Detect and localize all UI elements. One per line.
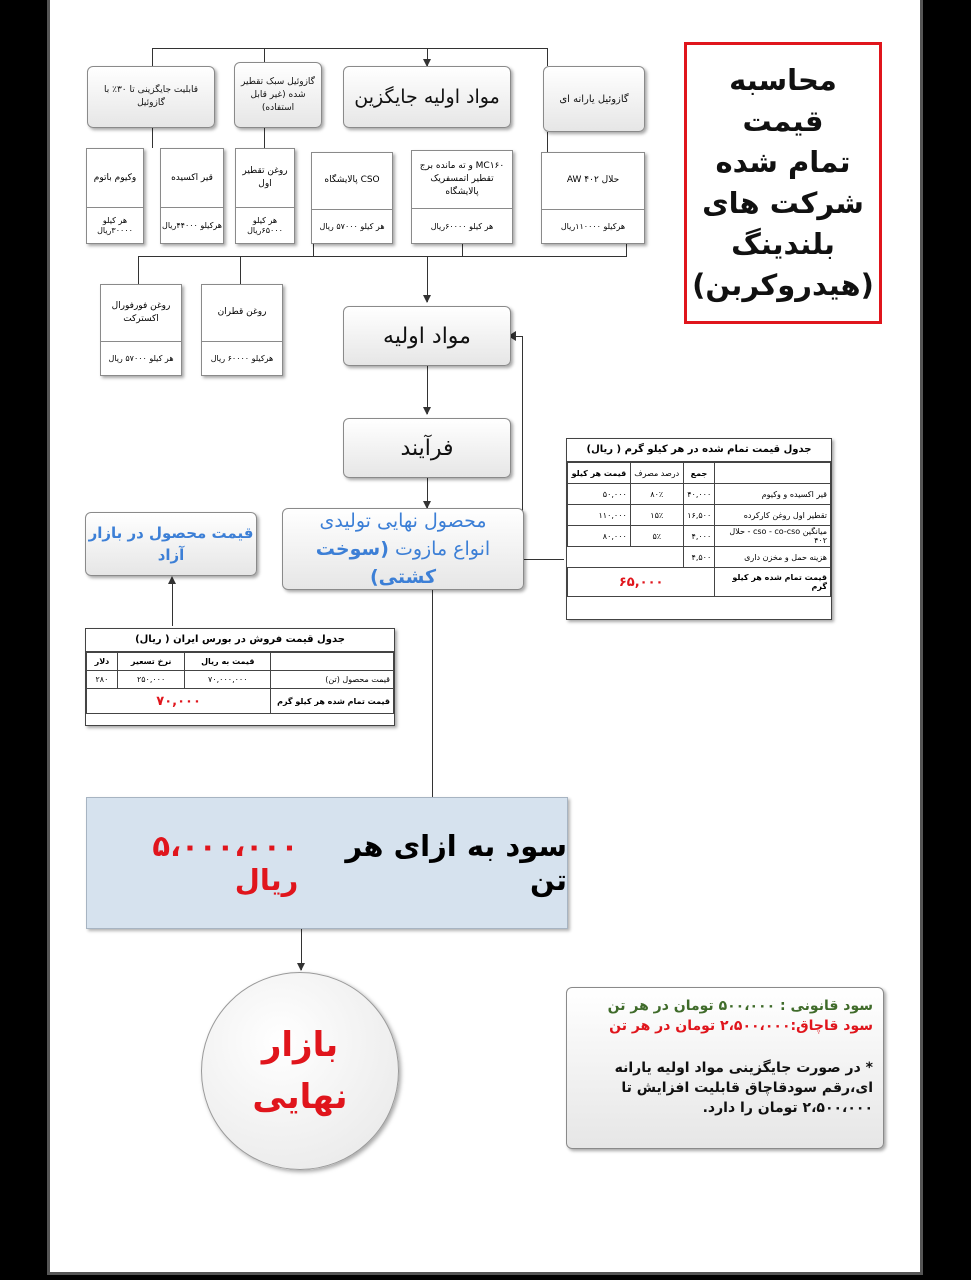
box-label: مواد اولیه bbox=[383, 323, 471, 349]
price-box-name: CSO پالایشگاه bbox=[312, 153, 392, 210]
title-line: تمام شده bbox=[715, 145, 851, 179]
table-row: قیمت به ریال نرخ تسعیر دلار bbox=[87, 653, 394, 671]
box-subsidized-gasoil bbox=[543, 66, 645, 132]
profit-note bbox=[566, 987, 884, 1149]
price-box-vacuum-bottom bbox=[86, 148, 144, 244]
price-box-first-distillation bbox=[235, 148, 295, 244]
cost-table-caption: جدول قیمت تمام شده در هر کیلو گرم ( ریال) bbox=[567, 439, 831, 462]
price-box-name: روغن تقطیر اول bbox=[236, 149, 294, 208]
legal-profit: سود قانونی : ۵۰۰،۰۰۰ تومان در هر تن bbox=[607, 998, 873, 1014]
price-box-price: هرکیلو ۱۱۰۰۰۰ریال bbox=[560, 221, 626, 231]
free-market-box bbox=[85, 512, 257, 576]
price-box-price: هر کیلو ۳۰۰۰۰ریال bbox=[97, 216, 133, 236]
process-box bbox=[343, 418, 511, 478]
final-product-fuel: (سوخت کشتی) bbox=[315, 538, 437, 588]
box-gasoil-substitute bbox=[87, 66, 215, 128]
top-connector bbox=[152, 48, 547, 49]
table-row: قیمت تمام شده هر کیلو گرم ۷۰,۰۰۰ bbox=[87, 689, 394, 714]
diagram-title bbox=[684, 42, 882, 324]
sale-table-caption: جدول قیمت فروش در بورس ایران ( ریال) bbox=[86, 629, 394, 652]
price-box-name: قیر اکسیده bbox=[161, 149, 223, 208]
price-box-name: روغن فورفورال اکسترکت bbox=[101, 285, 181, 342]
profit-text: سود به ازای هر تن bbox=[345, 829, 567, 897]
box-label: گازوئیل یارانه ای bbox=[559, 93, 629, 105]
price-box-name: حلال AW ۴۰۲ bbox=[542, 153, 644, 210]
final-market-line2: نهایی bbox=[252, 1077, 348, 1117]
note-body: در صورت جایگزینی مواد اولیه یارانه ای،رقم سودقاچاق قابلیت افزایش تا ۲،۵۰۰،۰۰۰ تومان را دارد. bbox=[614, 1060, 873, 1116]
price-box-oxidized-bitumen bbox=[160, 148, 224, 244]
price-box-price: هر کیلو ۵۷۰۰۰ ریال bbox=[319, 221, 385, 231]
price-box-aw402 bbox=[541, 152, 645, 244]
table-row: قیمت محصول (تن) ۷۰,۰۰۰,۰۰۰ ۲۵۰,۰۰۰ ۲۸۰ bbox=[87, 671, 394, 689]
cost-total: ۶۵,۰۰۰ bbox=[568, 568, 715, 597]
final-product-type: انواع مازوت bbox=[394, 538, 491, 560]
final-product-line1: محصول نهایی تولیدی bbox=[319, 510, 487, 532]
raw-materials-box bbox=[343, 306, 511, 366]
title-line: محاسبه قیمت bbox=[729, 63, 837, 138]
mid-connector bbox=[138, 256, 626, 257]
price-box-mc160 bbox=[411, 150, 513, 244]
title-line: شرکت های bbox=[702, 186, 864, 220]
box-light-gasoil bbox=[234, 62, 322, 128]
sale-total: ۷۰,۰۰۰ bbox=[87, 689, 271, 714]
price-box-price: هر کیلو ۶۰۰۰۰ریال bbox=[430, 221, 494, 231]
price-box-name: وکیوم باتوم bbox=[87, 149, 143, 208]
asterisk-icon: * bbox=[865, 1060, 873, 1076]
smuggling-profit: سود قاچاق:۲،۵۰۰،۰۰۰ تومان در هر تن bbox=[609, 1018, 873, 1034]
profit-banner bbox=[86, 797, 568, 929]
box-label: گازوئیل سبک تقطیر شده (غیر قابل استفاده) bbox=[241, 76, 315, 113]
table-row: هزینه حمل و مخزن داری ۴,۵۰۰ bbox=[568, 547, 831, 568]
price-box-tar-oil bbox=[201, 284, 283, 376]
box-label: قیمت محصول در بازار آزاد bbox=[88, 524, 254, 564]
price-box-price: هرکیلو ۴۴۰۰۰ریال bbox=[162, 221, 223, 231]
box-label: مواد اولیه جایگزین bbox=[354, 86, 500, 108]
final-product-box bbox=[282, 508, 524, 590]
box-label: فرآیند bbox=[400, 435, 454, 461]
table-row: میانگین cso - co-cso - حلال ۴۰۲ ۴,۰۰۰ ۵٪ ۸۰,۰۰۰ bbox=[568, 526, 831, 547]
price-box-cso bbox=[311, 152, 393, 244]
price-box-price: هرکیلو ۶۰۰۰۰ ریال bbox=[210, 353, 274, 363]
price-box-furfural bbox=[100, 284, 182, 376]
title-line: (هیدروکربن) bbox=[692, 268, 874, 302]
table-row: جمع درصد مصرف قیمت هر کیلو bbox=[568, 463, 831, 484]
profit-amount: ۵،۰۰۰،۰۰۰ ریال bbox=[152, 829, 299, 897]
final-market-line1: بازار bbox=[261, 1025, 339, 1065]
price-box-name: MC۱۶۰ و ته مانده برج تقطیر اتمسفریک پالایشگاه bbox=[412, 151, 512, 209]
table-row: قیر اکسیده و وکیوم ۴۰,۰۰۰ ۸۰٪ ۵۰,۰۰۰ bbox=[568, 484, 831, 505]
cost-table bbox=[566, 438, 832, 620]
final-market-circle bbox=[201, 972, 399, 1170]
page bbox=[47, 0, 923, 1275]
price-box-price: هر کیلو ۶۵۰۰۰ریال bbox=[247, 216, 283, 236]
box-substitute-raw bbox=[343, 66, 511, 128]
price-box-name: روغن قطران bbox=[202, 285, 282, 342]
box-label: قابلیت جایگزینی تا ۳۰٪ با گازوئیل bbox=[103, 85, 198, 108]
table-row: تقطیر اول روغن کارکرده ۱۶,۵۰۰ ۱۵٪ ۱۱۰,۰۰۰ bbox=[568, 505, 831, 526]
sale-table bbox=[85, 628, 395, 726]
price-box-price: هر کیلو ۵۷۰۰۰ ریال bbox=[108, 353, 174, 363]
title-line: بلندینگ bbox=[731, 227, 835, 261]
table-row: قیمت تمام شده هر کیلو گرم ۶۵,۰۰۰ bbox=[568, 568, 831, 597]
